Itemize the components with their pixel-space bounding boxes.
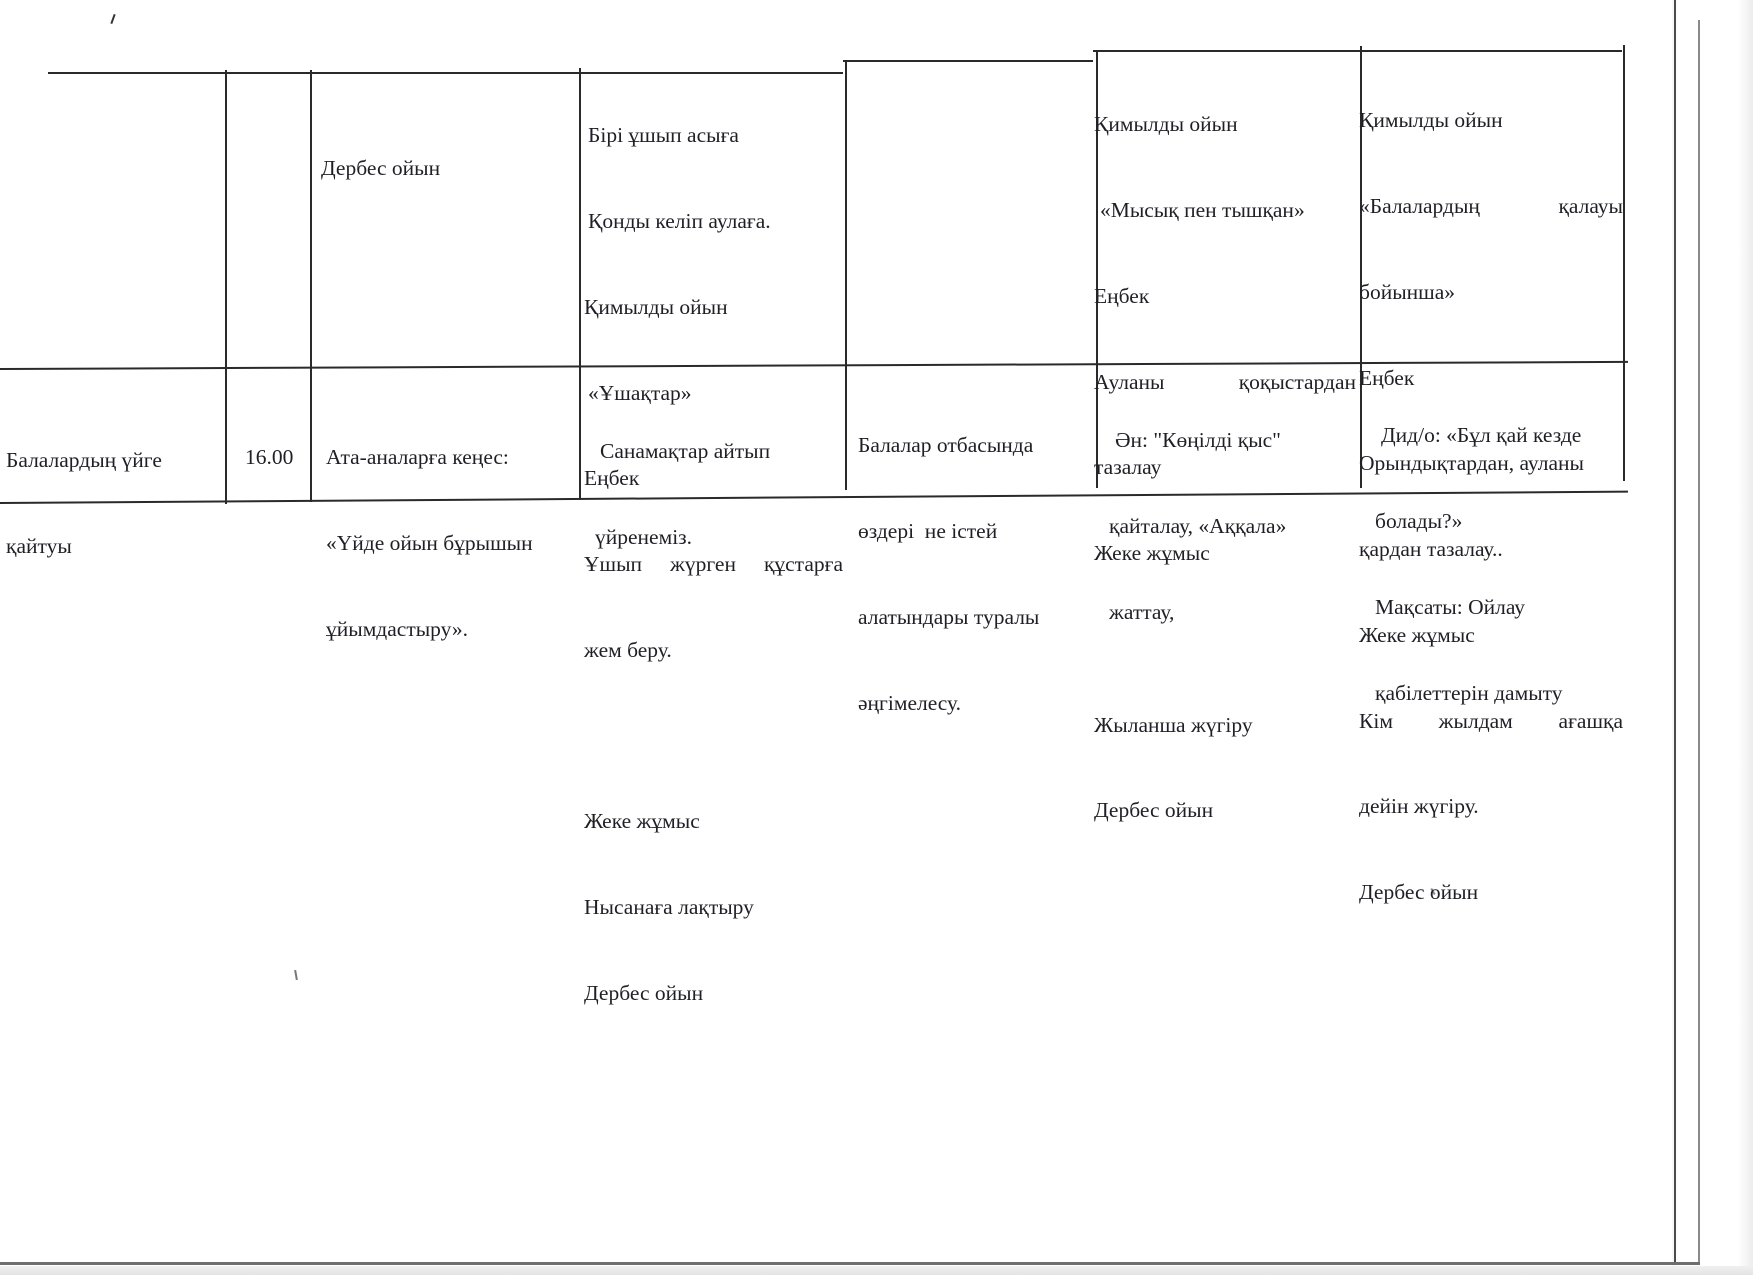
cell-text: Балалар отбасында — [858, 433, 1034, 458]
cell-text: тазалау — [1094, 455, 1162, 480]
scan-speck — [110, 14, 115, 24]
cell-text: Қимылды ойын — [584, 294, 728, 319]
cell-r2-monday — [595, 380, 770, 609]
cell-text-justified — [1359, 192, 1623, 221]
word: ағашқа — [1558, 708, 1623, 733]
table-rule — [310, 70, 312, 502]
table-rule — [579, 68, 581, 500]
word: Ауланы — [1094, 369, 1165, 394]
cell-text: болады?» — [1375, 508, 1463, 533]
scan-speck — [294, 970, 298, 980]
cell-text: Балалардың үйге — [6, 448, 162, 473]
paper-edge-line — [1698, 20, 1700, 1262]
cell-text: Орындықтардан, ауланы — [1359, 451, 1584, 476]
cell-text: Ата-аналарға кеңес: — [326, 445, 509, 470]
cell-text: Дербес ойын — [321, 156, 441, 181]
cell-text: Дербес ойын — [584, 981, 704, 1005]
word: қоқыстардан — [1238, 369, 1356, 394]
cell-text: Санамақтар айтып — [600, 439, 771, 464]
cell-text: үйренеміз. — [595, 524, 693, 549]
cell-r2-regime — [6, 389, 162, 618]
cell-r2-wednesday — [858, 374, 1039, 774]
cell-text: Еңбек — [1359, 365, 1415, 390]
cell-text: өздері не істей — [858, 518, 998, 543]
cell-text: дейін жүгіру. — [1359, 794, 1479, 819]
cell-text: «Мысық пен тышқан» — [1100, 197, 1305, 222]
cell-text: Дербес ойын — [1359, 880, 1479, 905]
cell-text: Жеке жұмыс — [584, 809, 700, 834]
cell-text: 16.00 — [245, 445, 294, 470]
cell-text: Нысанаға лақтыру — [584, 895, 754, 920]
cell-text: ұйымдастыру». — [326, 616, 469, 641]
cell-text: Жыланша жүгіру — [1094, 712, 1253, 737]
paper-edge-line — [1674, 0, 1676, 1262]
cell-text: Қимылды ойын — [1094, 112, 1238, 137]
cell-text: жем беру. — [584, 637, 672, 662]
table-rule — [843, 60, 1093, 62]
paper-edge-bottom — [0, 1266, 1753, 1275]
cell-text: Жеке жұмыс — [1094, 541, 1210, 566]
paper-edge-right — [1672, 0, 1753, 1275]
cell-text: Дид/о: «Бұл қай кезде — [1381, 423, 1582, 448]
word: құстарға — [763, 552, 843, 577]
cell-r1-activity — [321, 97, 440, 240]
cell-r2-time — [245, 386, 293, 529]
word: қалауы — [1558, 193, 1623, 218]
cell-text: қайтуы — [6, 533, 72, 558]
cell-text: Еңбек — [1094, 283, 1150, 308]
word: жылдам — [1438, 708, 1513, 733]
cell-r2-thursday — [1109, 369, 1286, 684]
table-rule — [845, 60, 847, 490]
cell-text — [584, 722, 843, 751]
cell-text: «Ұшақтар» — [588, 380, 692, 405]
cell-text: қардан тазалау.. — [1359, 537, 1503, 562]
cell-text: Ән: "Көңілді қыс" — [1115, 428, 1281, 453]
cell-text: Бірі ұшып асыға — [588, 123, 739, 148]
cell-text: Қимылды ойын — [1359, 108, 1503, 133]
table-rule — [225, 70, 227, 504]
cell-text: Мақсаты: Ойлау — [1375, 594, 1526, 619]
cell-text: Қонды келіп аулаға. — [588, 208, 771, 233]
cell-text: Еңбек — [584, 466, 640, 491]
word: «Балалардың — [1359, 193, 1480, 218]
cell-text: қайталау, «Аққала» — [1109, 513, 1287, 538]
cell-text: Жеке жұмыс — [1359, 622, 1475, 647]
cell-text: Дербес ойын — [1094, 798, 1214, 823]
cell-text: бойынша» — [1359, 279, 1455, 304]
word: жүрген — [670, 552, 736, 577]
cell-text: әңгімелесу. — [858, 690, 962, 715]
paper-edge-line — [0, 1262, 1700, 1265]
word: Ұшып — [584, 552, 643, 577]
cell-text: жаттау, — [1109, 599, 1175, 624]
table-rule — [1623, 45, 1625, 481]
cell-r2-activity — [326, 386, 533, 701]
cell-text: алатындары туралы — [858, 604, 1040, 629]
cell-r2-friday — [1375, 364, 1581, 764]
word: Кім — [1359, 708, 1393, 733]
cell-text: қабілеттерін дамыту — [1375, 680, 1563, 705]
cell-text: «Үйде ойын бұрышын — [326, 530, 533, 555]
